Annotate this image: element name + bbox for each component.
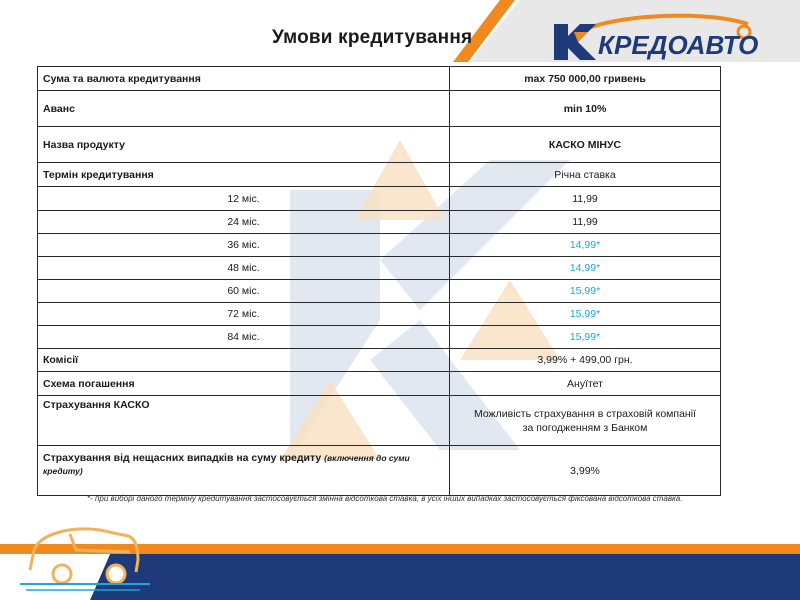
rate-cell: 15,99* — [450, 280, 721, 303]
table-row — [38, 163, 721, 187]
rate-cell: 14,99* — [450, 234, 721, 257]
repayment-value: Ануїтет — [450, 372, 721, 396]
product-label: Назва продукту — [38, 127, 450, 163]
logo-text: КРЕДОАВТО — [598, 30, 759, 60]
table-row — [38, 446, 721, 496]
advance-value: min 10% — [450, 91, 721, 127]
table-row — [38, 127, 721, 163]
term-cell: 60 міс. — [38, 280, 450, 303]
rate-cell: 11,99 — [450, 187, 721, 211]
rate-cell: 15,99* — [450, 303, 721, 326]
term-cell: 72 міс. — [38, 303, 450, 326]
table-row — [38, 91, 721, 127]
table-row — [38, 280, 721, 303]
term-header-label: Термін кредитування — [38, 163, 450, 187]
table-row — [38, 257, 721, 280]
table-row — [38, 211, 721, 234]
rate-cell: 11,99 — [450, 211, 721, 234]
table-row — [38, 396, 721, 446]
accident-label: Страхування від нещасних випадків на суму кредиту — [43, 452, 322, 464]
table-row — [38, 372, 721, 396]
kredoavto-logo — [548, 10, 760, 62]
table-row — [38, 67, 721, 91]
advance-label: Аванс — [38, 91, 450, 127]
term-cell: 12 міс. — [38, 187, 450, 211]
credit-terms-table — [37, 66, 720, 496]
casco-label: Страхування КАСКО — [38, 396, 450, 446]
bottom-decoration — [0, 520, 800, 600]
table-row — [38, 326, 721, 349]
accident-value: 3,99% — [450, 446, 721, 496]
term-cell: 84 міс. — [38, 326, 450, 349]
accident-label-note: (включення до суми кредиту) — [43, 453, 410, 476]
table-row — [38, 303, 721, 326]
term-cell: 48 міс. — [38, 257, 450, 280]
footnote: *- при виборі даного терміну кредитування застосовується змінна відсоткова ставка, в усіх інших випадках застосовується фіксована відсоткова ставка. — [87, 494, 683, 503]
fees-value: 3,99% + 499,00 грн. — [450, 349, 721, 372]
fees-label: Комісії — [38, 349, 450, 372]
table-row — [38, 187, 721, 211]
term-header-value: Річна ставка — [450, 163, 721, 187]
repayment-label: Схема погашення — [38, 372, 450, 396]
casco-value: Можливість страхування в страховій компанії за погодженням з Банком — [450, 396, 721, 446]
amount-value: max 750 000,00 гривень — [450, 67, 721, 91]
rate-cell: 14,99* — [450, 257, 721, 280]
product-value: КАСКО МІНУС — [450, 127, 721, 163]
rate-cell: 15,99* — [450, 326, 721, 349]
table-row — [38, 234, 721, 257]
table-row — [38, 349, 721, 372]
term-cell: 36 міс. — [38, 234, 450, 257]
amount-label: Сума та валюта кредитування — [38, 67, 450, 91]
accident-label-cell — [38, 446, 450, 496]
term-cell: 24 міс. — [38, 211, 450, 234]
page-title: Умови кредитування — [272, 27, 473, 48]
